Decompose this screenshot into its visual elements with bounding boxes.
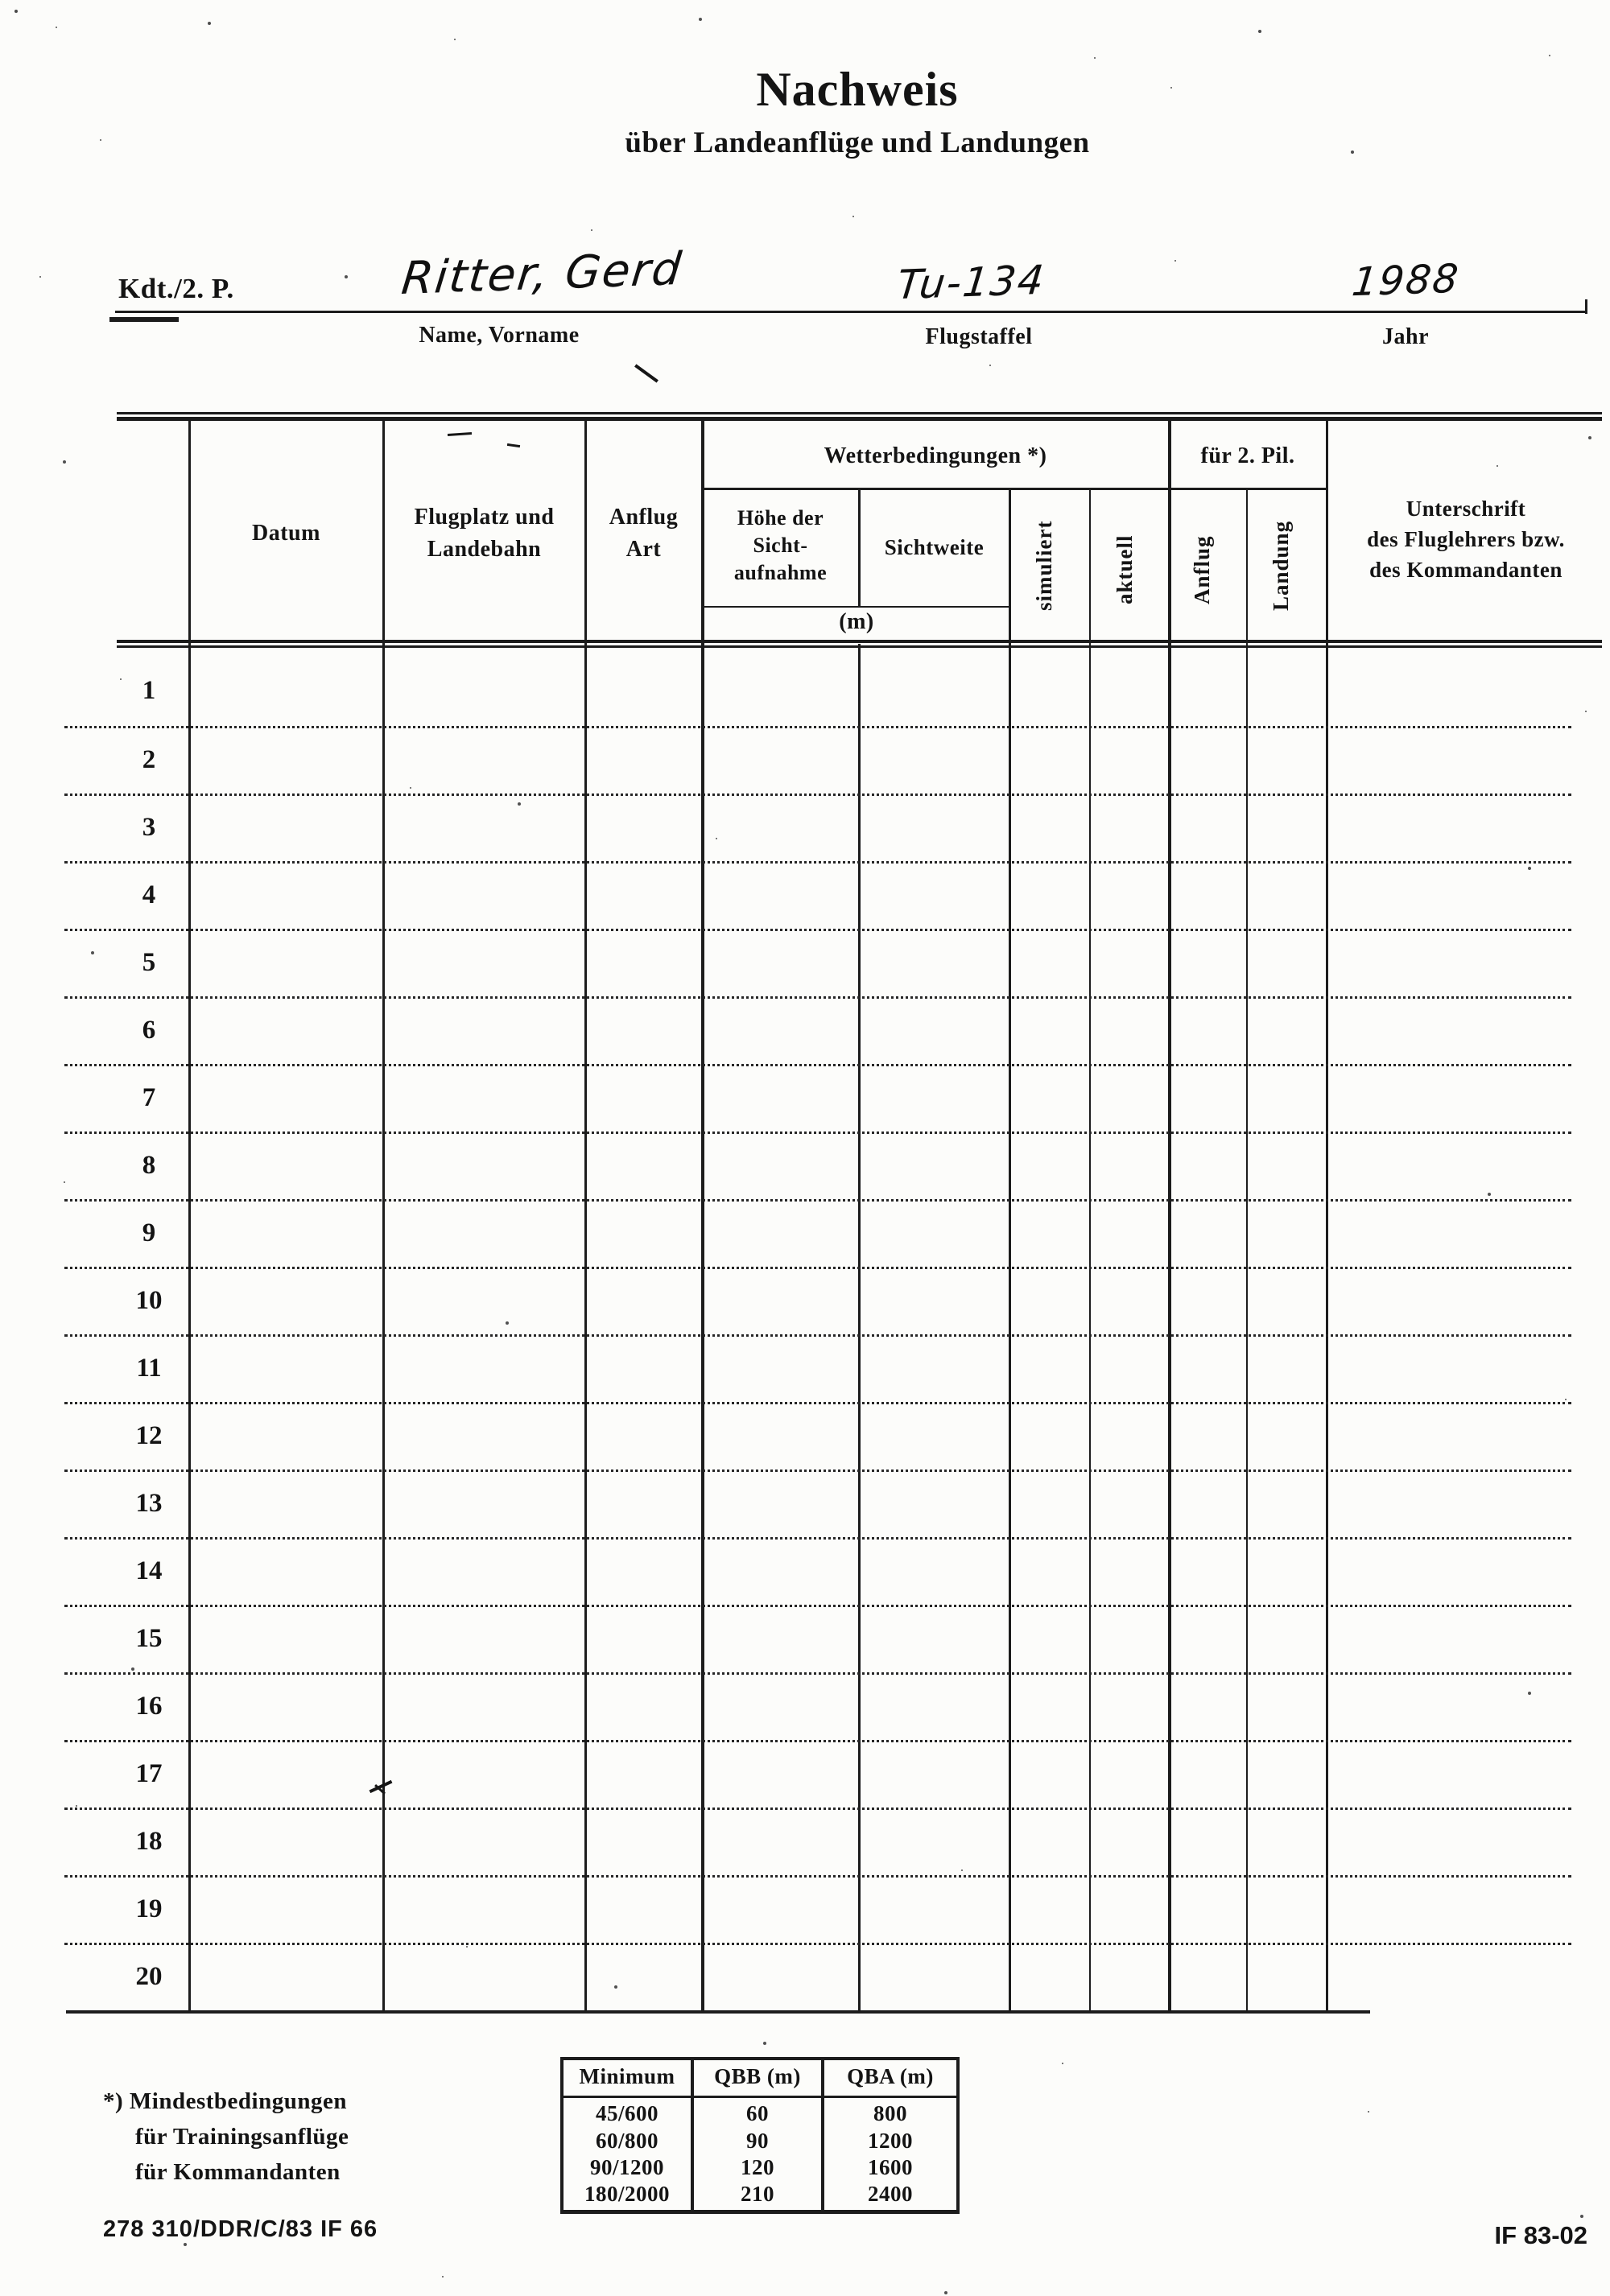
row-separator	[64, 1537, 1571, 1540]
divider-anflug-landung	[1246, 488, 1248, 2014]
divider-anflug-wetter	[701, 417, 704, 2014]
row-number: 3	[142, 813, 156, 842]
min-table-top-border	[560, 2057, 960, 2060]
column-header-unterschrift-line2: des Fluglehrers bzw.	[1367, 527, 1565, 551]
min-table-cell: 60	[746, 2101, 769, 2125]
row-number: 8	[142, 1151, 156, 1180]
table-header-bottom-border-2	[117, 645, 1602, 648]
row-number: 1	[142, 676, 156, 705]
write-on-line-end-tick	[1585, 299, 1587, 314]
row-separator	[64, 1875, 1571, 1878]
kdt-underline	[109, 317, 179, 322]
table-top-border	[117, 417, 1602, 421]
min-table-cell: 90/1200	[589, 2155, 664, 2179]
row-separator	[64, 1943, 1571, 1945]
row-number: 18	[135, 1827, 163, 1856]
column-header-flugplatz-line2: Landebahn	[427, 537, 542, 562]
row-number: 19	[135, 1894, 163, 1923]
footnote-line1: *) Mindestbedingungen	[103, 2088, 347, 2114]
row-number: 4	[142, 880, 156, 909]
min-table-right-border	[956, 2057, 960, 2214]
print-flaw-dash	[507, 443, 520, 447]
row-separator	[64, 1402, 1571, 1404]
min-table-header-qbb: QBB (m)	[714, 2064, 801, 2088]
group-header-underline	[701, 488, 1328, 490]
table-header-bottom-border	[117, 640, 1602, 643]
column-header-hoehe-line3: aufnahme	[733, 561, 828, 584]
min-table-header-minimum: Minimum	[579, 2064, 675, 2088]
column-header-simuliert: simuliert	[1032, 520, 1056, 612]
row-number: 9	[142, 1218, 156, 1247]
row-number: 13	[135, 1489, 163, 1518]
year-field-label: Jahr	[1382, 324, 1429, 349]
row-separator	[64, 726, 1571, 728]
scan-noise	[14, 10, 18, 13]
footnote-line2: für Trainingsanflüge	[135, 2124, 349, 2150]
min-table-cell: 120	[741, 2155, 774, 2179]
row-separator	[64, 1470, 1571, 1472]
footnote-line3: für Kommandanten	[135, 2159, 341, 2185]
unit-row-overline	[701, 606, 1011, 608]
unit-label-meters: (m)	[839, 609, 874, 634]
table-top-border-thin	[117, 412, 1602, 414]
year-handwritten-value: 1988	[1349, 255, 1462, 306]
write-on-line	[115, 311, 1587, 313]
row-separator	[64, 929, 1571, 931]
row-separator	[64, 996, 1571, 999]
row-separator	[64, 1334, 1571, 1337]
row-number: 5	[142, 948, 156, 977]
page-subtitle: über Landeanflüge und Landungen	[625, 126, 1090, 159]
min-table-cell: 90	[746, 2129, 769, 2153]
row-separator	[64, 1267, 1571, 1269]
divider-datum-flugplatz	[382, 417, 385, 2014]
divider-sichtweite-simuliert	[1009, 488, 1011, 2014]
min-table-cell: 1600	[868, 2155, 913, 2179]
divider-simuliert-aktuell	[1089, 488, 1091, 2014]
name-handwritten-value: Ritter, Gerd	[398, 242, 685, 306]
divider-flugplatz-anflug	[584, 417, 587, 2014]
row-number: 16	[135, 1692, 163, 1721]
table-bottom-border	[66, 2010, 1370, 2014]
divider-landung-unterschrift	[1326, 417, 1328, 2014]
row-number: 12	[135, 1421, 163, 1450]
row-separator	[64, 1808, 1571, 1810]
row-separator	[64, 1132, 1571, 1134]
print-code-left: 278 310/DDR/C/83 IF 66	[103, 2216, 378, 2242]
row-number: 2	[142, 745, 156, 774]
pen-stray-mark	[634, 364, 658, 382]
min-table-header-qba: QBA (m)	[847, 2064, 934, 2088]
min-table-bottom-border	[560, 2210, 960, 2214]
row-separator	[64, 861, 1571, 864]
row-number: 14	[135, 1556, 163, 1585]
column-header-flugplatz-line1: Flugplatz und	[414, 505, 555, 530]
squadron-handwritten-value: Tu-134	[894, 256, 1048, 309]
squadron-field-label: Flugstaffel	[925, 324, 1033, 349]
column-header-pil-landung: Landung	[1269, 520, 1293, 612]
row-number: 11	[136, 1354, 162, 1383]
row-number: 17	[135, 1759, 163, 1788]
page-title: Nachweis	[756, 63, 959, 116]
column-header-anflugart-line1: Anflug	[609, 505, 679, 530]
min-table-cell: 800	[873, 2101, 907, 2125]
column-header-datum: Datum	[252, 521, 320, 546]
name-field-label: Name, Vorname	[419, 323, 580, 348]
commander-label: Kdt./2. P.	[118, 273, 234, 304]
row-number: 15	[135, 1624, 163, 1653]
row-separator	[64, 794, 1571, 796]
column-header-hoehe-line1: Höhe der	[737, 506, 824, 530]
min-table-cell: 210	[741, 2182, 774, 2206]
row-number: 10	[135, 1286, 163, 1315]
column-header-sichtweite: Sichtweite	[884, 535, 985, 559]
divider-wetter-pil	[1168, 417, 1171, 2014]
group-header-wetterbedingungen: Wetterbedingungen *)	[824, 443, 1047, 468]
row-separator	[64, 1740, 1571, 1742]
min-table-cell: 45/600	[595, 2101, 658, 2125]
column-header-pil-anflug: Anflug	[1190, 535, 1214, 604]
min-table-cell: 180/2000	[584, 2182, 670, 2206]
min-table-cell: 60/800	[595, 2129, 658, 2153]
row-number: 20	[135, 1962, 163, 1991]
min-table-cell: 2400	[868, 2182, 913, 2206]
column-header-unterschrift-line1: Unterschrift	[1406, 497, 1526, 521]
column-header-unterschrift-line3: des Kommandanten	[1369, 558, 1563, 582]
column-header-hoehe-line2: Sicht-	[753, 534, 808, 557]
row-separator	[64, 1064, 1571, 1066]
row-separator	[64, 1672, 1571, 1675]
row-number: 7	[142, 1083, 156, 1112]
print-code-right: IF 83-02	[1494, 2221, 1587, 2249]
row-separator	[64, 1199, 1571, 1202]
row-number: 6	[142, 1016, 156, 1045]
print-flaw-dash	[448, 432, 472, 436]
row-separator	[64, 1605, 1571, 1607]
group-header-fuer-2-pil: für 2. Pil.	[1200, 443, 1295, 468]
column-header-anflugart-line2: Art	[625, 537, 662, 562]
min-table-cell: 1200	[868, 2129, 913, 2153]
column-header-aktuell: aktuell	[1113, 534, 1137, 605]
min-table-header-underline	[564, 2096, 956, 2098]
